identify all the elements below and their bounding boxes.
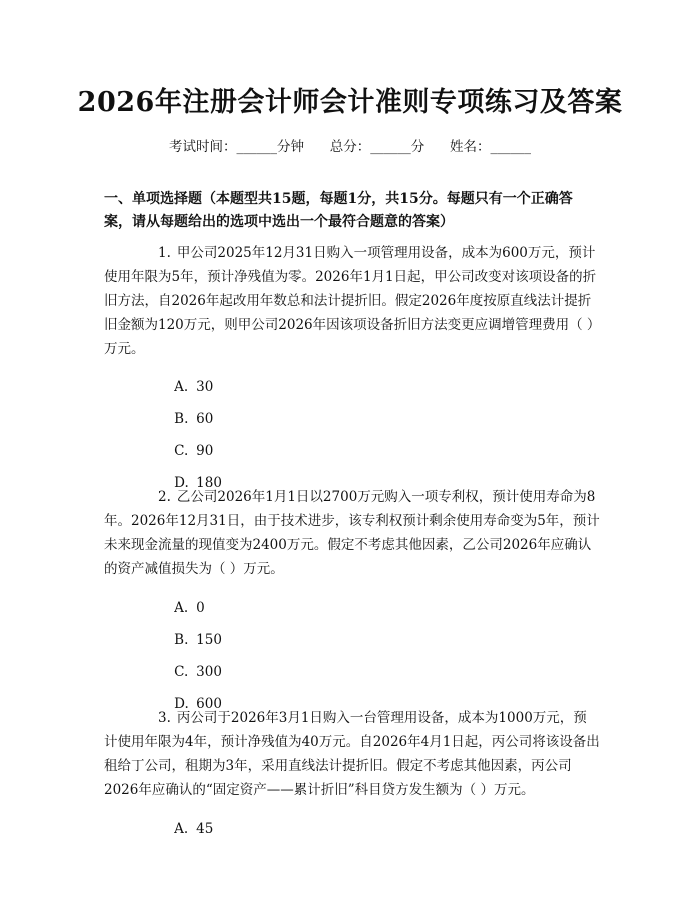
option-value: 600 <box>196 696 222 712</box>
exam-meta-line: 考试时间：______分钟 总分：______分 姓名：______ <box>169 139 531 155</box>
option-value: 150 <box>196 632 222 648</box>
question-3-option-a[interactable] <box>157 799 213 859</box>
option-value: 60 <box>196 411 214 427</box>
option-letter: C. <box>174 664 189 680</box>
option-value: 90 <box>196 443 214 459</box>
question-text: 乙公司2026年1月1日以2700万元购入一项专利权，预计使用寿命为8年。2026年12月31日，由于技术进步，该专利权预计剩余使用寿命变为5年，预计未来现金流量的现值变为2400万元。假定不考虑其他因素，乙公司2026年应确认的资产减值损失为（ ）万元。 <box>104 489 600 577</box>
option-letter: A. <box>174 379 189 395</box>
option-letter: D. <box>174 696 189 712</box>
option-letter: C. <box>174 443 189 459</box>
question-text: 丙公司于2026年3月1日购入一台管理用设备，成本为1000万元，预计使用年限为4年，预计净残值为40万元。自2026年4月1日起，丙公司将该设备出租给丁公司，租期为3年，采用直线法计提折旧。假定不考虑其他因素，丙公司2026年应确认的“固定资产——累计折旧”科目贷方发生额为（ ）万元。 <box>104 710 600 798</box>
option-value: 180 <box>196 475 222 491</box>
option-value: 30 <box>196 379 214 395</box>
option-value: 300 <box>196 664 222 680</box>
question-text: 甲公司2025年12月31日购入一项管理用设备，成本为600万元，预计使用年限为5年，预计净残值为零。2026年1月1日起，甲公司改变对该项设备的折旧方法，自2026年起改用年数总和法计提折旧。假定2026年度按原直线法计提折旧金额为120万元，则甲公司2026年因该项设备折旧方法变更应调增管理费用（ ）万元。 <box>104 245 597 357</box>
option-letter: D. <box>174 475 189 491</box>
page-title: 2026年注册会计师会计准则专项练习及答案 <box>77 87 623 118</box>
question-number: 3. <box>158 710 171 726</box>
option-letter: A. <box>174 600 189 616</box>
option-value: 45 <box>196 821 214 837</box>
question-2 <box>104 485 600 581</box>
question-1 <box>104 241 600 361</box>
question-number: 1. <box>158 245 171 261</box>
option-letter: B. <box>174 632 189 648</box>
option-letter: B. <box>174 411 189 427</box>
question-number: 2. <box>158 489 171 505</box>
question-3 <box>104 706 600 802</box>
option-letter: A. <box>174 821 189 837</box>
section-heading: 一、单项选择题（本题型共15题，每题1分，共15分。每题只有一个正确答案，请从每题给出的选项中选出一个最符合题意的答案） <box>104 191 573 230</box>
option-value: 0 <box>196 600 205 616</box>
